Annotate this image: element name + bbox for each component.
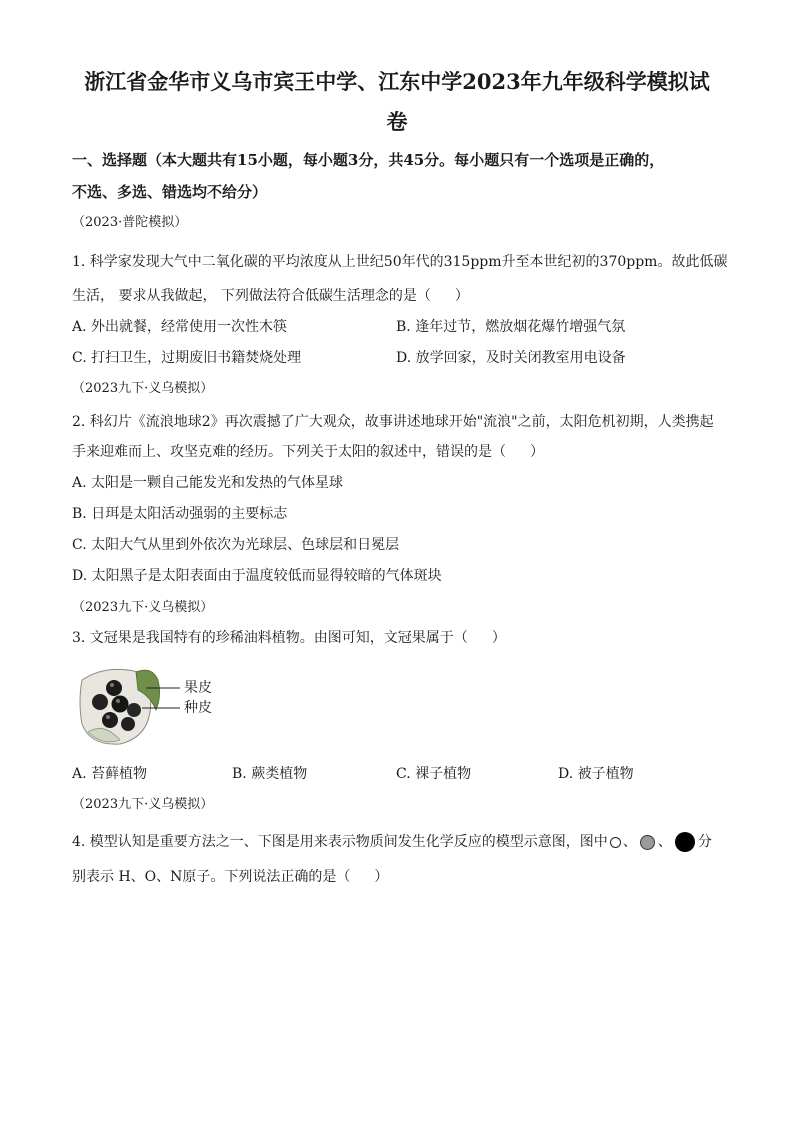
q3-stem-text: 3. 文冠果是我国特有的珍稀油料植物。由图可知，文冠果属于（ (72, 630, 468, 646)
q1-source: （2023·普陀模拟） (72, 215, 188, 230)
nitrogen-atom-icon (675, 832, 695, 852)
hydrogen-atom-icon (610, 837, 621, 848)
q2-stem-close: ） (530, 444, 544, 460)
q4-stem-line2 (72, 868, 388, 886)
q4-source: （2023九下·义乌模拟） (72, 797, 214, 812)
q3-stem-line1 (72, 629, 506, 647)
oxygen-atom-icon (640, 835, 655, 850)
q3-option-d[interactable]: D. 被子植物 (558, 766, 634, 782)
wenguan-fruit-figure (76, 662, 226, 748)
q1-option-a[interactable]: A. 外出就餐，经常使用一次性木筷 (72, 319, 288, 335)
figure-label-pericarp: 果皮 (184, 680, 212, 696)
q2-option-d[interactable]: D. 太阳黑子是太阳表面由于温度较低而显得较暗的气体斑块 (72, 568, 442, 584)
section-header-line2: 不选、多选、错选均不给分） (72, 183, 268, 201)
q3-option-c[interactable]: C. 裸子植物 (396, 766, 472, 782)
q4-stem-close: ） (374, 869, 389, 885)
q2-stem-line1: 2. 科幻片《流浪地球2》再次震撼了广大观众，故事讲述地球开始"流浪"之前，太阳危机初期，人类携起 (72, 414, 714, 430)
q3-option-a[interactable]: A. 苔藓植物 (72, 766, 148, 782)
q2-stem-text: 手来迎难而上、攻坚克难的经历。下列关于太阳的叙述中，错误的是（ (72, 444, 506, 460)
q1-stem-close: ） (454, 288, 469, 304)
section-header-line1: 一、选择题（本大题共有15小题，每小题3分，共45分。每小题只有一个选项是正确的， (72, 151, 665, 169)
q2-option-b[interactable]: B. 日珥是太阳活动强弱的主要标志 (72, 506, 288, 522)
q4-stem-text-a: 4. 模型认知是重要方法之一、下图是用来表示物质间发生化学反应的模型示意图，图中 (72, 834, 608, 850)
q3-stem-close: ） (491, 630, 506, 646)
q2-option-a[interactable]: A. 太阳是一颗自己能发光和发热的气体星球 (72, 475, 344, 491)
q2-source: （2023九下·义乌模拟） (72, 381, 214, 396)
q1-stem-line2 (72, 287, 469, 305)
figure-label-seed-coat: 种皮 (184, 700, 212, 716)
q2-option-c[interactable]: C. 太阳大气从里到外依次为光球层、色球层和日冕层 (72, 537, 400, 553)
q4-sep1: 、 (622, 834, 637, 850)
q3-option-b[interactable]: B. 蕨类植物 (232, 766, 308, 782)
q4-stem-text: 别表示 H、O、N原子。下列说法正确的是（ (72, 869, 351, 885)
q1-option-b[interactable]: B. 逢年过节，燃放烟花爆竹增强气氛 (396, 319, 626, 335)
q4-sep2: 、 (657, 834, 672, 850)
q2-stem-line2 (72, 443, 544, 461)
q1-stem-text: 生活， 要求从我做起， 下列做法符合低碳生活理念的是（ (72, 288, 431, 304)
exam-title-line2: 卷 (386, 109, 408, 134)
q1-option-c[interactable]: C. 打扫卫生，过期废旧书籍焚烧处理 (72, 350, 302, 366)
q4-stem-line1 (72, 832, 712, 852)
q3-source: （2023九下·义乌模拟） (72, 600, 214, 615)
q4-stem-text-b: 分 (697, 834, 712, 850)
q1-stem-line1: 1. 科学家发现大气中二氧化碳的平均浓度从上世纪50年代的315ppm升至本世纪初的370ppm。故此低碳 (72, 254, 728, 270)
q1-option-d[interactable]: D. 放学回家，及时关闭教室用电设备 (396, 350, 626, 366)
exam-title-line1: 浙江省金华市义乌市宾王中学、江东中学2023年九年级科学模拟试 (84, 69, 710, 94)
